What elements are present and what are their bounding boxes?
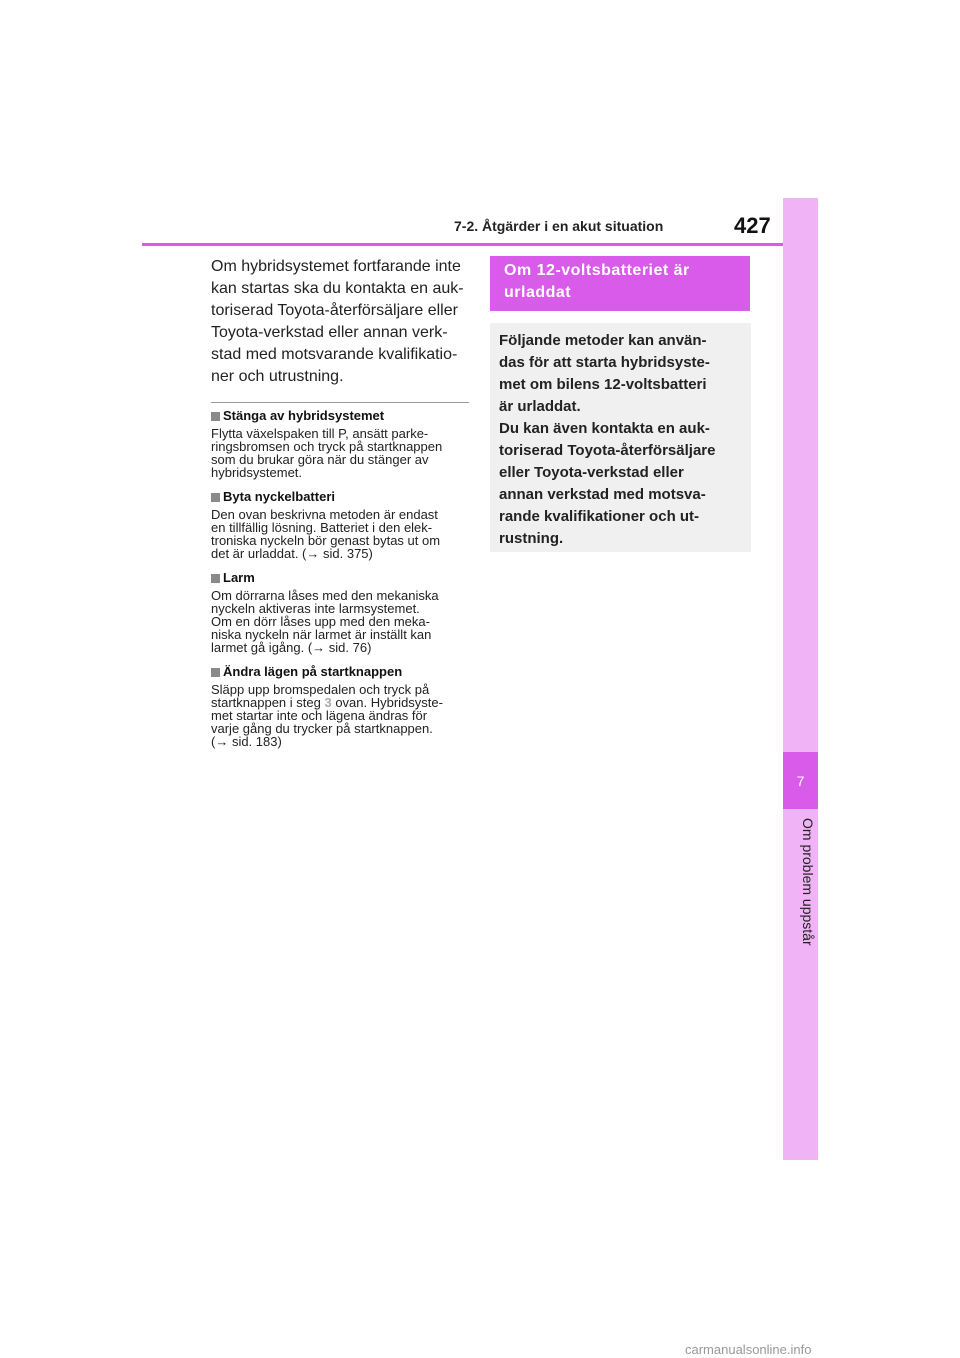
- watermark: carmanualsonline.info: [685, 1342, 812, 1357]
- intro-paragraph: [211, 256, 469, 388]
- note-title: Ändra lägen på startknappen: [223, 664, 403, 679]
- note-title: Stänga av hybridsystemet: [223, 408, 385, 423]
- battery-section-heading: Om 12-voltsbatteriet är urladdat: [490, 256, 750, 311]
- square-bullet-icon: [211, 412, 220, 421]
- square-bullet-icon: [211, 574, 220, 583]
- note-key-battery: [211, 489, 473, 560]
- chapter-number: 7: [796, 772, 805, 789]
- intro-line: Toyota-verkstad eller annan verk-: [211, 324, 448, 341]
- chapter-label: Om problem uppstår: [800, 818, 816, 946]
- step-number: 3: [324, 695, 332, 710]
- intro-line: kan startas ska du kontakta en auk-: [211, 280, 464, 297]
- page-number: 427: [734, 213, 771, 238]
- note-body: Den ovan beskrivna metoden är endast en tillfällig lösning. Batteriet i den elek- troniska nyckeln bör genast bytas ut om det är urladdat. (→ sid. 375): [211, 507, 441, 561]
- note-body: Om dörrarna låses med den mekaniska nyckeln aktiveras inte larmsystemet. Om en dörr låses upp med den meka- niska nyckeln när larmet är inställt kan larmet gå igång. (→ sid. 76): [211, 588, 439, 655]
- chapter-side-tab: [783, 198, 818, 1160]
- note-title: Byta nyckelbatteri: [223, 489, 335, 504]
- note-start-button-modes: [211, 664, 473, 748]
- header-divider: [142, 243, 783, 246]
- intro-line: toriserad Toyota-återförsäljare eller: [211, 302, 458, 319]
- notes-section: [211, 408, 473, 758]
- battery-info-box: Följande metoder kan använ- das för att starta hybridsyste- met om bilens 12-voltsbatteri är urladdat. Du kan även kontakta en auk- toriserad Toyota-återförsäljare eller Toyota-verkstad eller annan verkstad med motsva- rande kvalifikationer och ut- rustning.: [490, 323, 751, 552]
- note-alarm: [211, 570, 473, 654]
- note-title: Larm: [223, 570, 255, 585]
- intro-line: Om hybridsystemet fortfarande inte: [211, 258, 461, 275]
- intro-line: stad med motsvarande kvalifikatio-: [211, 346, 458, 363]
- square-bullet-icon: [211, 668, 220, 677]
- section-title: 7-2. Åtgärder i en akut situation: [454, 218, 664, 234]
- notes-divider: [211, 402, 469, 403]
- square-bullet-icon: [211, 493, 220, 502]
- note-body: Släpp upp bromspedalen och tryck på startknappen i steg 3 ovan. Hybridsyste- met startar inte och lägena ändras för varje gång du trycker på startknappen. (→ sid. 183): [211, 682, 443, 749]
- note-body: Flytta växelspaken till P, ansätt parke- ringsbromsen och tryck på startknappen som du brukar göra när du stänger av hybridsystemet.: [211, 426, 443, 480]
- intro-line: ner och utrustning.: [211, 368, 344, 385]
- note-turn-off-hybrid: [211, 408, 473, 479]
- chapter-number-badge: [783, 752, 818, 809]
